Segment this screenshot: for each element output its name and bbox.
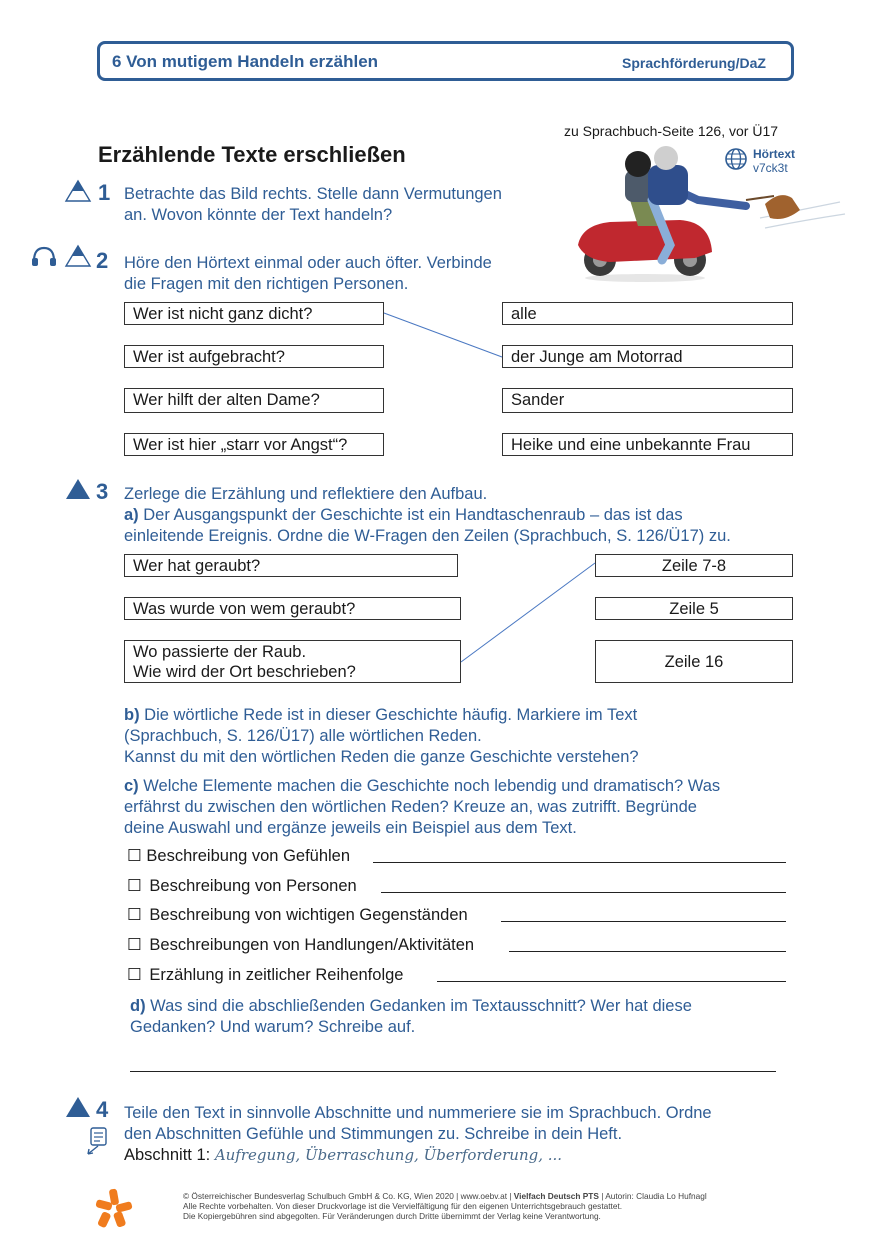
task3c-label: c) [124, 777, 139, 795]
task3c-line3: deine Auswahl und ergänze jeweils ein Beispiel aus dem Text. [124, 819, 577, 837]
task4-text [124, 1103, 712, 1145]
task3c-text [124, 776, 720, 839]
answer-line-5[interactable] [437, 981, 786, 982]
task1-line2: an. Wovon könnte der Text handeln? [124, 206, 393, 224]
check-row-4 [127, 935, 474, 955]
line-box-1[interactable]: Zeile 7-8 [595, 554, 793, 577]
page-title: Erzählende Texte erschließen [98, 142, 406, 167]
check-label-5: Erzählung in zeitlicher Reihenfolge [149, 966, 404, 984]
person-box-3[interactable]: Sander [502, 388, 793, 413]
task3b-line3: Kannst du mit den wörtlichen Reden die ganze Geschichte verstehen? [124, 748, 639, 766]
task3-intro: Zerlege die Erzählung und reflektiere den Aufbau. [124, 485, 488, 503]
task2-line2: die Fragen mit den richtigen Personen. [124, 275, 409, 293]
example-handwriting: Aufregung, Überraschung, Überforderung, ... [214, 1146, 563, 1164]
difficulty-triangle-filled-icon [65, 1096, 91, 1118]
task3a-line2: einleitende Ereignis. Ordne die W-Fragen den Zeilen (Sprachbuch, S. 126/Ü17) zu. [124, 527, 731, 545]
footer-line1c: | Autorin: Claudia Lo Hufnagl [598, 1191, 707, 1201]
question-box-3[interactable]: Wer hilft der alten Dame? [124, 388, 384, 413]
task3d-label: d) [130, 997, 146, 1015]
question-box-1[interactable]: Wer ist nicht ganz dicht? [124, 302, 384, 325]
person-box-2[interactable]: der Junge am Motorrad [502, 345, 793, 368]
line-box-2[interactable]: Zeile 5 [595, 597, 793, 620]
footer-line1a: © Österreichischer Bundesverlag Schulbuch GmbH & Co. KG, Wien 2020 | www.oebv.at | [183, 1191, 514, 1201]
answer-line-3[interactable] [501, 921, 786, 922]
audio-label: Hörtext [753, 147, 796, 161]
answer-line-2[interactable] [381, 892, 786, 893]
task3b-line2: (Sprachbuch, S. 126/Ü17) alle wörtlichen Reden. [124, 727, 482, 745]
example-label: Abschnitt 1: [124, 1146, 211, 1164]
check-label-4: Beschreibungen von Handlungen/Aktivitäten [149, 936, 475, 954]
wquestion-box-3-line2: Wie wird der Ort beschrieben? [133, 663, 356, 681]
chapter-title: 6 Von mutigem Handeln erzählen [112, 52, 379, 71]
footer-copyright [183, 1191, 707, 1221]
question-box-2[interactable]: Wer ist aufgebracht? [124, 345, 384, 368]
line-box-3[interactable]: Zeile 16 [595, 640, 793, 683]
checkbox[interactable]: ☐ [127, 877, 142, 895]
task-number-4: 4 [96, 1097, 109, 1122]
footer-book-title: Vielfach Deutsch PTS [513, 1191, 599, 1201]
check-label-1: Beschreibung von Gefühlen [146, 847, 351, 865]
check-row-1 [127, 846, 350, 866]
task3b-text [124, 705, 639, 768]
person-box-1[interactable]: alle [502, 302, 793, 325]
task4-line1: Teile den Text in sinnvolle Abschnitte und nummeriere sie im Sprachbuch. Ordne [124, 1104, 712, 1122]
task-number-1: 1 [98, 180, 111, 205]
task3b-label: b) [124, 706, 140, 724]
audio-code[interactable]: v7ck3t [753, 161, 788, 175]
check-row-2 [127, 876, 357, 896]
answer-line-1[interactable] [373, 862, 786, 863]
check-row-5 [127, 965, 403, 985]
wquestion-box-3-line1: Wo passierte der Raub. [133, 643, 307, 661]
task2-line1: Höre den Hörtext einmal oder auch öfter. Verbinde [124, 254, 492, 272]
footer-line3: Die Kopiergebühren sind abgegolten. Für Veränderungen durch Dritte übernimmt der Verlag keine Verantwortung. [183, 1211, 601, 1221]
wquestion-box-1[interactable]: Wer hat geraubt? [124, 554, 458, 577]
question-box-4[interactable]: Wer ist hier „starr vor Angst“? [124, 433, 384, 456]
checkbox[interactable]: ☐ [127, 906, 142, 924]
answer-line-d[interactable] [130, 1071, 776, 1072]
notebook-write-icon [86, 1126, 110, 1156]
check-row-3 [127, 905, 468, 925]
task4-example [124, 1145, 562, 1165]
task3d-line2: Gedanken? Und warum? Schreibe auf. [130, 1018, 416, 1036]
checkbox[interactable]: ☐ [127, 936, 142, 954]
publisher-logo [95, 1188, 133, 1228]
checkbox[interactable]: ☐ [127, 847, 142, 865]
task3a-line1: Der Ausgangspunkt der Geschichte ist ein Handtaschenraub – das ist das [138, 506, 683, 524]
task3d-line1: Was sind die abschließenden Gedanken im Textausschnitt? Wer hat diese [145, 997, 692, 1015]
footer-line2: Alle Rechte vorbehalten. Von dieser Druckvorlage ist die Vervielfältigung für den eigenen Unterrichtsgebrauch gestattet. [183, 1201, 623, 1211]
task-number-2: 2 [96, 248, 109, 273]
task3d-text [130, 996, 692, 1038]
textbook-reference: zu Sprachbuch-Seite 126, vor Ü17 [564, 123, 779, 139]
checkbox[interactable]: ☐ [127, 966, 142, 984]
answer-line-4[interactable] [509, 951, 786, 952]
task-number-3: 3 [96, 479, 109, 504]
task3c-line1: Welche Elemente machen die Geschichte noch lebendig und dramatisch? Was [138, 777, 721, 795]
task3c-line2: erfährst du zwischen den wörtlichen Reden? Kreuze an, was zutrifft. Begründe [124, 798, 697, 816]
person-box-4[interactable]: Heike und eine unbekannte Frau [502, 433, 793, 456]
check-label-3: Beschreibung von wichtigen Gegenständen [149, 906, 468, 924]
chapter-category: Sprachförderung/DaZ [622, 55, 766, 71]
wquestion-box-2[interactable]: Was wurde von wem geraubt? [124, 597, 461, 620]
task4-line2: den Abschnitten Gefühle und Stimmungen zu. Schreibe in dein Heft. [124, 1125, 623, 1143]
task3a-label: a) [124, 506, 139, 524]
task1-line1: Betrachte das Bild rechts. Stelle dann Vermutungen [124, 185, 502, 203]
task3b-line1: Die wörtliche Rede ist in dieser Geschichte häufig. Markiere im Text [139, 706, 638, 724]
check-label-2: Beschreibung von Personen [149, 877, 357, 895]
